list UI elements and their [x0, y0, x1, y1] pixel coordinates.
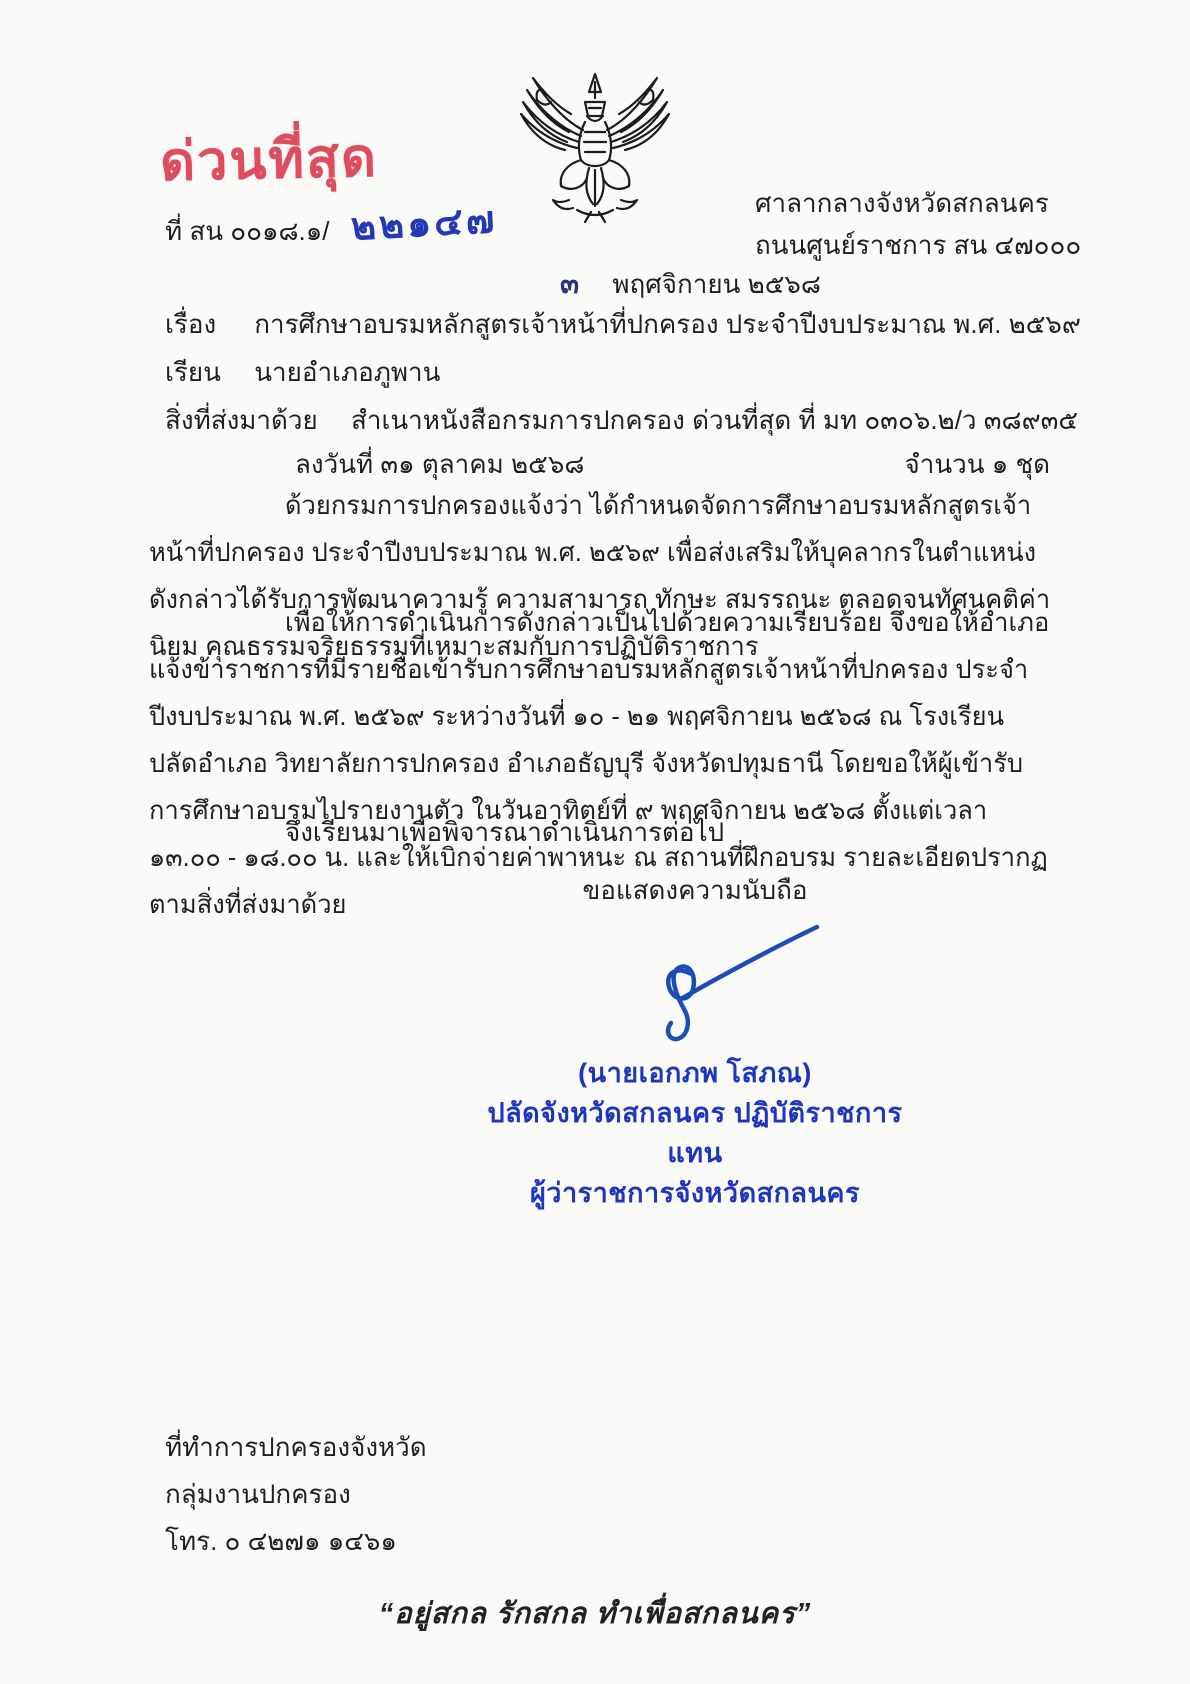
to-value: นายอำเภอภูพาน — [254, 357, 441, 387]
signature-ink-icon — [565, 913, 825, 1053]
salutation: ขอแสดงความนับถือ — [582, 875, 808, 905]
footer-office-block — [165, 1424, 427, 1565]
subject-label: เรื่อง — [165, 309, 217, 339]
letter-date — [560, 262, 821, 306]
issuer-line2: ถนนศูนย์ราชการ สน ๔๗๐๐๐ — [755, 230, 1082, 260]
signer-name: (นายเอกภพ โสภณ) — [578, 1058, 812, 1088]
footer-office-line2: กลุ่มงานปกครอง — [165, 1479, 351, 1509]
issuer-address — [755, 182, 1085, 266]
letter-date-day-handwritten: ๓ — [560, 268, 580, 299]
attachment-date-line: ลงวันที่ ๓๑ ตุลาคม ๒๕๖๘ — [295, 449, 585, 479]
to-row — [165, 352, 440, 393]
document-number-line — [165, 196, 497, 257]
footer-phone: โทร. ๐ ๔๒๗๑ ๑๔๖๑ — [165, 1526, 397, 1556]
attachment-row2 — [165, 444, 1050, 485]
issuer-line1: ศาลากลางจังหวัดสกลนคร — [755, 188, 1049, 218]
footer-office-line1: ที่ทำการปกครองจังหวัด — [165, 1432, 427, 1462]
subject-row — [165, 304, 1081, 345]
letter-date-rest: พฤศจิกายน ๒๕๖๘ — [612, 269, 821, 299]
to-label: เรียน — [165, 357, 221, 387]
signature-block — [470, 870, 920, 1213]
body-paragraph-1: ด้วยกรมการปกครองแจ้งว่า ได้กำหนดจัดการศึกษาอบรมหลักสูตรเจ้าหน้าที่ปกครอง ประจำปีงบประมาณ พ.ศ. ๒๕๖๙ เพื่อส่งเสริมให้บุคลากรในตำแหน่งดังกล่าวได้รับการพัฒนาความรู้ ความสามารถ ทักษะ สมรรถนะ ตลอดจนทัศนคติค่านิยม คุณธรรมจริยธรรมที่เหมาะสมกับการปฏิบัติราชการ — [149, 492, 1051, 661]
attachment-row — [165, 400, 1078, 441]
document-number-prefix: ที่ สน ๐๐๑๘.๑/ — [165, 216, 330, 246]
document-number-handwritten: ๒๒๑๔๗ — [349, 199, 499, 249]
body-paragraph-2: เพื่อให้การดำเนินการดังกล่าวเป็นไปด้วยความเรียบร้อย จึงขอให้อำเภอแจ้งข้าราชการที่มีรายชื่อเข้ารับการศึกษาอบรมหลักสูตรเจ้าหน้าที่ปกครอง ประจำปีงบประมาณ พ.ศ. ๒๕๖๙ ระหว่างวันที่ ๑๐ - ๒๑ พฤศจิกายน ๒๕๖๘ ณ โรงเรียนปลัดอำเภอ วิทยาลัยการปกครอง อำเภอธัญบุรี จังหวัดปทุมธานี โดยขอให้ผู้เข้ารับการศึกษาอบรมไปรายงานตัว ในวันอาทิตย์ที่ ๙ พฤศจิกายน ๒๕๖๘ ตั้งแต่เวลา ๑๓.๐๐ - ๑๘.๐๐ น. และให้เบิกจ่ายค่าพาหนะ ณ สถานที่ฝึกอบรม รายละเอียดปรากฏตามสิ่งที่ส่งมาด้วย — [149, 609, 1050, 919]
closing-line: จึงเรียนมาเพื่อพิจารณาดำเนินการต่อไป — [285, 817, 725, 847]
urgency-stamp: ด่วนที่สุด — [159, 127, 379, 193]
attachment-count: จำนวน ๑ ชุด — [904, 449, 1050, 479]
signer-title-line1: ปลัดจังหวัดสกลนคร ปฏิบัติราชการแทน — [487, 1098, 903, 1168]
attachment-label: สิ่งที่ส่งมาด้วย — [165, 405, 318, 435]
garuda-emblem-icon — [505, 68, 685, 228]
province-slogan: “อยู่สกล รักสกล ทำเพื่อสกลนคร” — [378, 1598, 812, 1630]
subject-value: การศึกษาอบรมหลักสูตรเจ้าหน้าที่ปกครอง ประจำปีงบประมาณ พ.ศ. ๒๕๖๙ — [254, 309, 1081, 339]
signer-title-line2: ผู้ว่าราชการจังหวัดสกลนคร — [529, 1178, 861, 1208]
attachment-value: สำเนาหนังสือกรมการปกครอง ด่วนที่สุด ที่ มท ๐๓๐๖.๒/ว ๓๘๙๓๕ — [350, 405, 1079, 435]
